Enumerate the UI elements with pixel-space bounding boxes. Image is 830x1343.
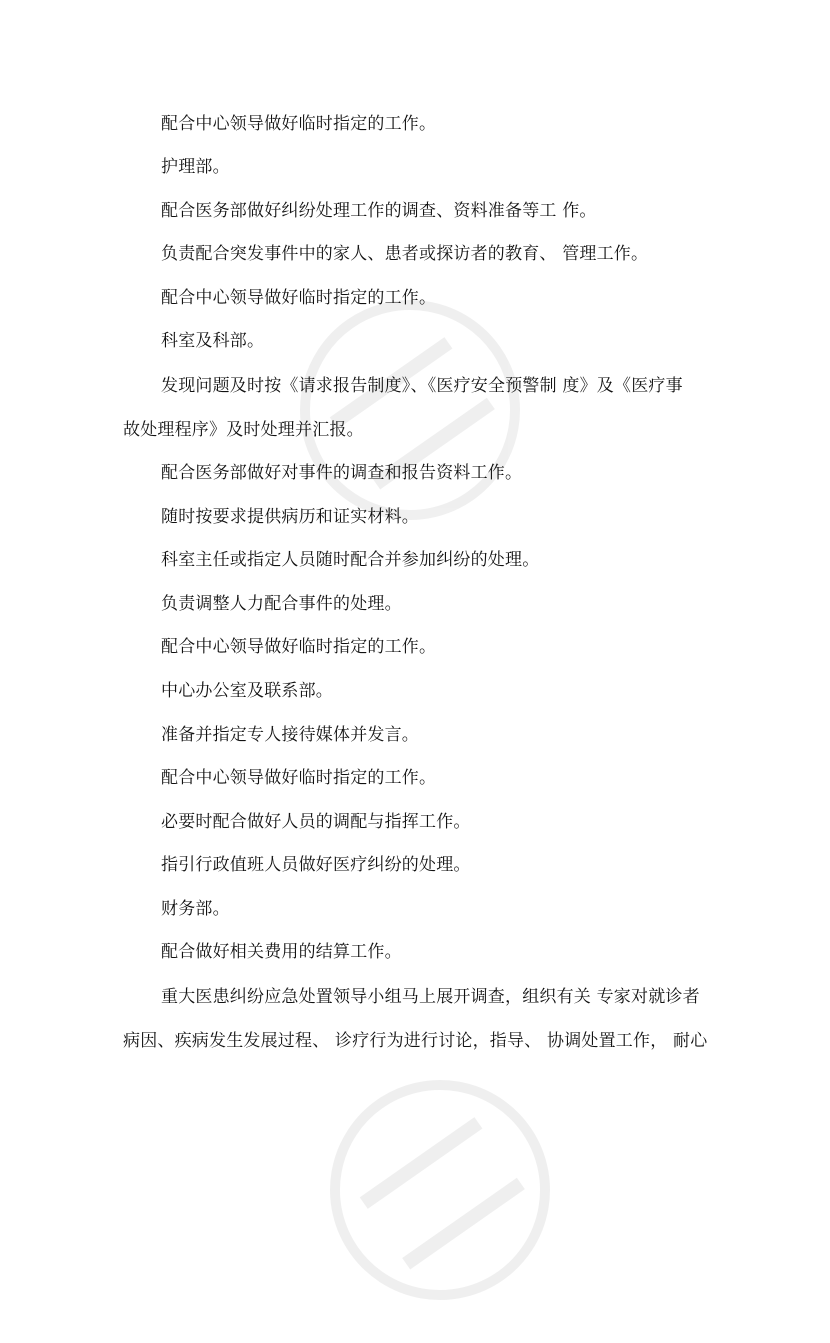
paragraph-line: 配合中心领导做好临时指定的工作。	[161, 768, 437, 788]
paragraph-line: 负责调整人力配合事件的处理。	[161, 594, 402, 614]
paragraph-line: 指引行政值班人员做好医疗纠纷的处理。	[161, 855, 471, 875]
paragraph-line: 配合中心领导做好临时指定的工作。	[161, 637, 437, 657]
paragraph-line: 发现问题及时按《请求报告制度》、《医疗安全预警制 度》及《医疗事	[161, 376, 683, 396]
paragraph-line: 准备并指定专人接待媒体并发言。	[161, 725, 419, 745]
paragraph-line: 故处理程序》及时处理并汇报。	[123, 420, 364, 440]
paragraph-line: 科室主任或指定人员随时配合并参加纠纷的处理。	[161, 550, 540, 570]
paragraph-line: 重大医患纠纷应急处置领导小组马上展开调查，组织有关 专家对就诊者	[161, 987, 700, 1007]
section-heading: 财务部。	[161, 899, 230, 919]
paragraph-line: 配合做好相关费用的结算工作。	[161, 942, 402, 962]
paragraph-line: 随时按要求提供病历和证实材料。	[161, 507, 419, 527]
paragraph-line: 配合中心领导做好临时指定的工作。	[161, 114, 437, 134]
paragraph-line: 配合中心领导做好临时指定的工作。	[161, 288, 437, 308]
paragraph-line: 配合医务部做好对事件的调查和报告资料工作。	[161, 463, 523, 483]
paragraph-line: 负责配合突发事件中的家人、患者或探访者的教育、 管理工作。	[161, 244, 649, 264]
section-heading: 护理部。	[161, 157, 230, 177]
paragraph-line: 必要时配合做好人员的调配与指挥工作。	[161, 812, 471, 832]
section-heading: 科室及科部。	[161, 331, 265, 351]
paragraph-line: 配合医务部做好纠纷处理工作的调查、资料准备等工 作。	[161, 201, 597, 221]
paragraph-line: 病因、疾病发生发展过程、 诊疗行为进行讨论，指导、 协调处置工作， 耐心	[123, 1031, 708, 1051]
watermark-seal-icon	[287, 1037, 593, 1343]
section-heading: 中心办公室及联系部。	[161, 681, 333, 701]
